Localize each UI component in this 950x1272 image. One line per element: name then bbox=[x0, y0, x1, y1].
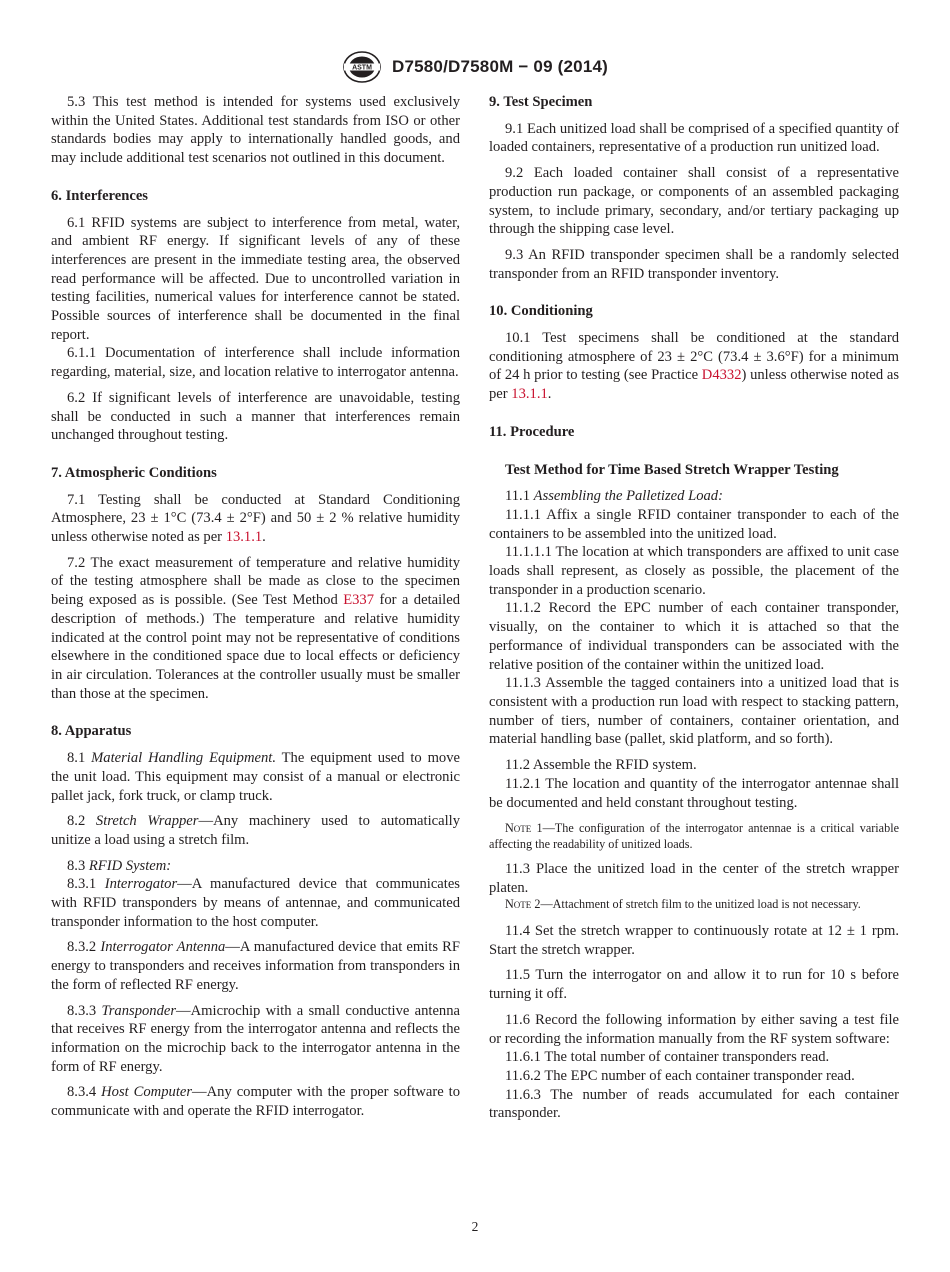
paragraph-11-6-2: 11.6.2 The EPC number of each container transponder read. bbox=[505, 1067, 855, 1084]
note-2: Note 2—Attachment of stretch film to the unitized load is not necessary. bbox=[505, 897, 861, 912]
paragraph-11-5: 11.5 Turn the interrogator on and allow it to run for 10 s before turning it off. bbox=[489, 967, 899, 1003]
paragraph-8-3-1: 8.3.1 Interrogator—A manufactured device that communicates with RFID transponders by means of antennae, and communicated transponder information to the host computer. bbox=[51, 876, 460, 930]
paragraph-9-2: 9.2 Each loaded container shall consist of a representative production run package, or components of an assembled packaging system, to include primary, secondary, and/or tertiary packaging up through the shipping case level. bbox=[489, 165, 899, 238]
paragraph-11-2-1: 11.2.1 The location and quantity of the interrogator antennae shall be documented and held constant throughout testing. bbox=[489, 775, 899, 811]
paragraph-6-2: 6.2 If significant levels of interference are unavoidable, testing shall be conducted in such a manner that interferences remain unchanged throughout testing. bbox=[51, 389, 460, 444]
paragraph-11-1-1-1: 11.1.1.1 The location at which transponders are affixed to unit case loads shall represent, as closely as possible, the placement of the transponder in a production scenario. bbox=[489, 544, 899, 598]
paragraph-8-3-3: 8.3.3 Transponder—Amicrochip with a small conductive antenna that receives RF energy from the interrogator antenna and reflects the information on the microchip back to the interrogator antenna in the form of RF energy. bbox=[51, 1002, 460, 1075]
page-header bbox=[0, 50, 950, 84]
link-d4332[interactable]: D4332 bbox=[701, 367, 742, 384]
paragraph-11-6-3: 11.6.3 The number of reads accumulated for each container transponder. bbox=[489, 1086, 899, 1122]
right-column bbox=[489, 93, 899, 1123]
paragraph-11-1-3: 11.1.3 Assemble the tagged containers into a unitized load that is consistent with a production run load with respect to stacking pattern, number of tiers, number of containers, container orientation, and material handling base (pallet, skid platform, and so forth). bbox=[489, 675, 899, 748]
paragraph-11-6-1: 11.6.1 The total number of container transponders read. bbox=[505, 1049, 830, 1066]
paragraph-8-3: 8.3 RFID System: bbox=[67, 857, 172, 874]
section-heading-procedure: 11. Procedure bbox=[489, 423, 575, 440]
paragraph-11-6: 11.6 Record the following information by either saving a test file or recording the information manually from the RF system software: bbox=[489, 1011, 899, 1047]
paragraph-8-1: 8.1 Material Handling Equipment. The equipment used to move the unit load. This equipment may consist of a manual or electronic pallet jack, fork truck, or clamp truck. bbox=[51, 750, 460, 804]
link-e337[interactable]: E337 bbox=[343, 592, 375, 609]
paragraph-11-1-1: 11.1.1 Affix a single RFID container transponder to each of the containers to be assembled into the unitized load. bbox=[489, 506, 899, 542]
note-1: Note 1—The configuration of the interrogator antennae is a critical variable affecting the readability of unitized loads. bbox=[489, 821, 899, 851]
paragraph-11-1: 11.1 Assembling the Palletized Load: bbox=[505, 488, 723, 505]
page-number: 2 bbox=[471, 1219, 479, 1234]
section-heading-atmospheric-conditions: 7. Atmospheric Conditions bbox=[51, 464, 217, 481]
paragraph-11-4: 11.4 Set the stretch wrapper to continuously rotate at 12 ± 1 rpm. Start the stretch wrapper. bbox=[489, 923, 899, 958]
paragraph-11-3: 11.3 Place the unitized load in the center of the stretch wrapper platen. bbox=[489, 860, 899, 896]
paragraph-8-3-4: 8.3.4 Host Computer—Any computer with the proper software to communicate with and operate the RFID interrogator. bbox=[51, 1084, 460, 1120]
paragraph-9-3: 9.3 An RFID transponder specimen shall be a randomly selected transponder from an RFID transponder inventory. bbox=[489, 246, 899, 282]
paragraph-8-2: 8.2 Stretch Wrapper—Any machinery used to automatically unitize a load using a stretch film. bbox=[51, 813, 460, 848]
paragraph-11-1-2: 11.1.2 Record the EPC number of each container transponder, visually, on the container to which it is attached so that the performance of individual transponders can be associated with the relative position of the container within the unitized load. bbox=[489, 600, 899, 673]
subsection-heading-stretch-wrapper: Test Method for Time Based Stretch Wrapper Testing bbox=[505, 461, 839, 478]
paragraph-10-1: 10.1 Test specimens shall be conditioned at the standard conditioning atmosphere of 23 ± 2°C (73.4 ± 3.6°F) for a minimum of 24 h prior to testing (see Practice D4332) unless otherwise noted as per 13.1.1. bbox=[489, 330, 899, 403]
link-13-1-1[interactable]: 13.1.1 bbox=[225, 529, 263, 546]
link-13-1-1[interactable]: 13.1.1 bbox=[511, 386, 548, 403]
document-designation: D7580/D7580M − 09 (2014) bbox=[391, 57, 609, 76]
svg-text:ASTM: ASTM bbox=[352, 64, 372, 72]
paragraph-11-2: 11.2 Assemble the RFID system. bbox=[505, 757, 697, 774]
paragraph-5-3: 5.3 This test method is intended for systems used exclusively within the United States. Additional test standards from ISO or other standards bodies may apply to internationally handled goods, and may include additional test scenarios not outlined in this document. bbox=[51, 94, 460, 167]
paragraph-9-1: 9.1 Each unitized load shall be comprised of a specified quantity of loaded containers, representative of a production run unitized load. bbox=[489, 120, 899, 156]
section-heading-apparatus: 8. Apparatus bbox=[51, 723, 132, 740]
section-heading-interferences: 6. Interferences bbox=[51, 187, 148, 204]
left-column bbox=[51, 93, 460, 1121]
paragraph-8-3-2: 8.3.2 Interrogator Antenna—A manufactured device that emits RF energy to transponders and receives information from transponders in the form of reflected RF energy. bbox=[51, 939, 460, 993]
section-heading-test-specimen: 9. Test Specimen bbox=[489, 94, 593, 110]
paragraph-6-1-1: 6.1.1 Documentation of interference shall include information regarding, material, size, and location relative to interrogator antenna. bbox=[51, 345, 460, 381]
astm-logo-icon bbox=[342, 50, 382, 84]
paragraph-7-1: 7.1 Testing shall be conducted at Standard Conditioning Atmosphere, 23 ± 1°C (73.4 ± 2°F) and 50 ± 2 % relative humidity unless otherwise noted as per 13.1.1. bbox=[51, 491, 460, 546]
paragraph-7-2: 7.2 The exact measurement of temperature and relative humidity of the testing atmosphere shall be made as close to the specimen being exposed as is possible. (See Test Method E337 for a detailed description of methods.) The temperature and relative humidity indicated at the control point may not be representative of conditions elsewhere in the conditioned space due to local effects or deficiency in air circulation. Tolerances at the controller usually must be smaller than those at the specimen. bbox=[51, 554, 460, 702]
section-heading-conditioning: 10. Conditioning bbox=[489, 303, 593, 320]
paragraph-6-1: 6.1 RFID systems are subject to interference from metal, water, and ambient RF energy. If significant levels of any of these interferences are present in the immediate testing area, the observed read performance will be affected. Due to uncontrolled variation in testing facilities, numerical values for interference cannot be stated. Possible sources of interference shall be documented in the final report. bbox=[51, 214, 460, 343]
